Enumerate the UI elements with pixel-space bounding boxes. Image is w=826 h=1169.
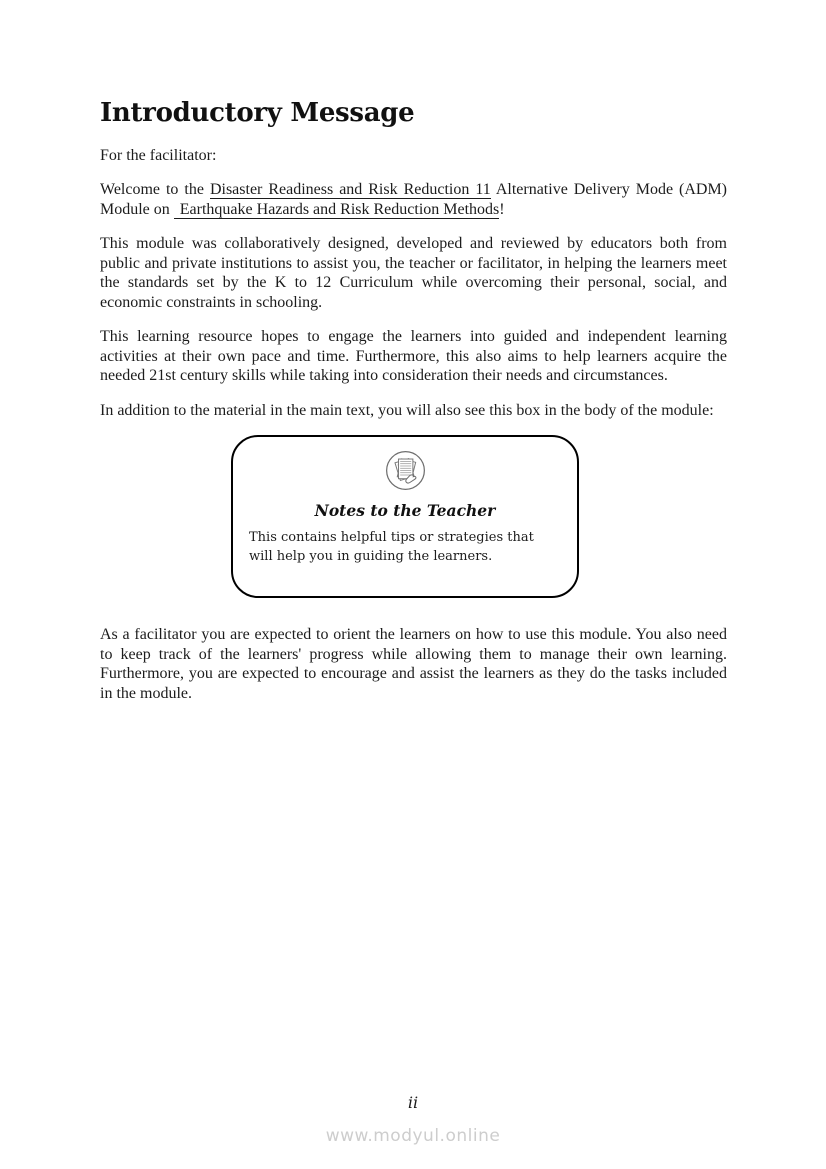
welcome-paragraph: [100, 180, 727, 219]
welcome-middle: Alternative Delivery Mode (ADM) Module on: [100, 181, 728, 218]
welcome-suffix: !: [499, 200, 505, 218]
welcome-prefix: Welcome to the: [100, 181, 210, 199]
page-title: Introductory Message: [100, 98, 415, 128]
note-box-title: Notes to the Teacher: [314, 501, 496, 521]
paragraph-facilitator-role: As a facilitator you are expected to orient the learners on how to use this module. You also need to keep track of the learners' progress while allowing them to manage their own learning. Furthermore, you are expected to encourage and assist the learners as they do the tasks included in the module.: [100, 626, 727, 702]
paragraph-box-intro: In addition to the material in the main text, you will also see this box in the body of the module:: [100, 401, 714, 419]
salutation: For the facilitator:: [100, 146, 217, 164]
notes-papers-icon: [245, 450, 565, 491]
module-topic-underlined: Earthquake Hazards and Risk Reduction Methods: [174, 201, 499, 219]
paragraph-learning-resource: This learning resource hopes to engage the learners into guided and independent learning activities at their own pace and time. Furthermore, this also aims to help learners acquire the needed 21st century skills while taking into consideration their needs and circumstances.: [100, 328, 727, 385]
paragraph-module-design: This module was collaboratively designed, developed and reviewed by educators both from public and private institutions to assist you, the teacher or facilitator, in helping the learners meet the standards set by the K to 12 Curriculum while overcoming their personal, social, and economic constraints in schooling.: [100, 235, 727, 311]
module-name-underlined: Disaster Readiness and Risk Reduction 11: [209, 181, 491, 199]
note-box-body: This contains helpful tips or strategies that will help you in guiding the learners.: [249, 530, 534, 565]
notes-to-teacher-box: [231, 435, 579, 598]
page-number: ii: [407, 1093, 419, 1112]
watermark: www.modyul.online: [325, 1126, 501, 1146]
